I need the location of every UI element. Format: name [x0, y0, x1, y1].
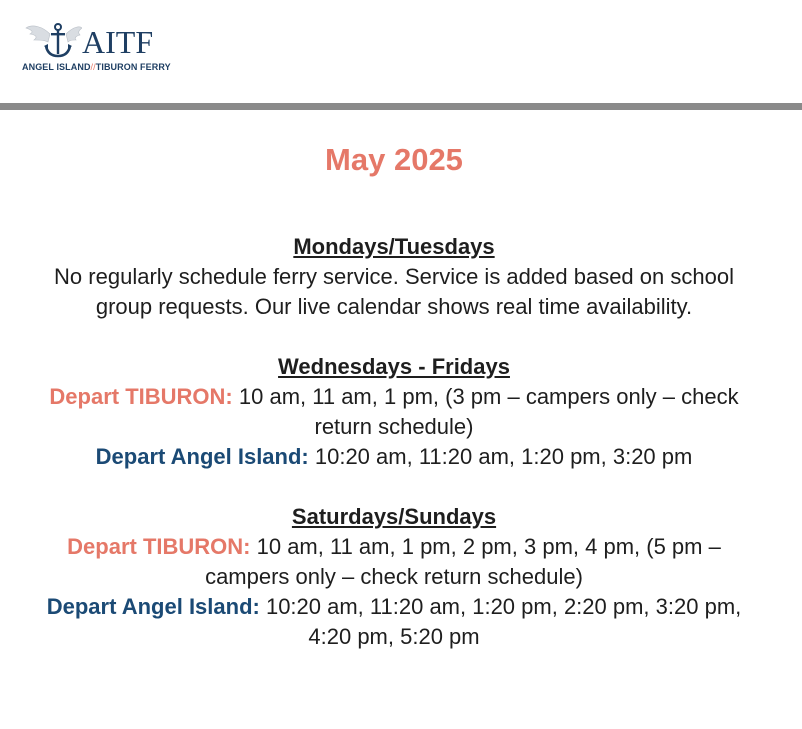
wed-fri-angel-label: Depart Angel Island:: [95, 444, 309, 469]
wed-fri-tiburon-times: 10 am, 11 am, 1 pm, (3 pm – campers only – check return schedule): [232, 384, 739, 439]
wed-fri-tiburon-label: Depart TIBURON:: [49, 384, 233, 409]
month-title: May 2025: [325, 142, 463, 177]
logo-tagline-left: ANGEL ISLAND: [22, 62, 91, 72]
sat-sun-tiburon: [40, 532, 748, 592]
sat-sun-block: [40, 502, 748, 652]
wed-fri-heading: Wednesdays - Fridays: [278, 354, 510, 379]
site-header: [0, 0, 802, 103]
schedule-content: [40, 140, 748, 682]
wed-fri-tiburon: [40, 382, 748, 442]
logo-wordmark: AITF: [82, 24, 154, 60]
logo-tagline-right: TIBURON FERRY: [95, 62, 171, 72]
header-divider: [0, 103, 802, 110]
logo-tagline: [22, 62, 192, 72]
mon-tue-heading: Mondays/Tuesdays: [293, 234, 495, 259]
anchor-wings-icon: [22, 22, 82, 60]
sat-sun-tiburon-times: 10 am, 11 am, 1 pm, 2 pm, 3 pm, 4 pm, (5 pm – campers only – check return schedule): [205, 534, 721, 589]
wed-fri-block: [40, 352, 748, 472]
sat-sun-angel: [40, 592, 748, 652]
sat-sun-heading: Saturdays/Sundays: [291, 504, 497, 529]
aitf-logo[interactable]: [22, 22, 192, 82]
mon-tue-text: No regularly schedule ferry service. Service is added based on school group requests. Our live calendar shows real time availability.: [54, 264, 734, 319]
logo-tagline-sep: //: [90, 62, 96, 72]
wed-fri-angel: [40, 442, 748, 472]
sat-sun-angel-times: 10:20 am, 11:20 am, 1:20 pm, 2:20 pm, 3:20 pm, 4:20 pm, 5:20 pm: [259, 594, 742, 649]
sat-sun-angel-label: Depart Angel Island:: [46, 594, 260, 619]
mon-tue-block: [40, 232, 748, 322]
sat-sun-tiburon-label: Depart TIBURON:: [67, 534, 251, 559]
wed-fri-angel-times: 10:20 am, 11:20 am, 1:20 pm, 3:20 pm: [308, 444, 693, 469]
